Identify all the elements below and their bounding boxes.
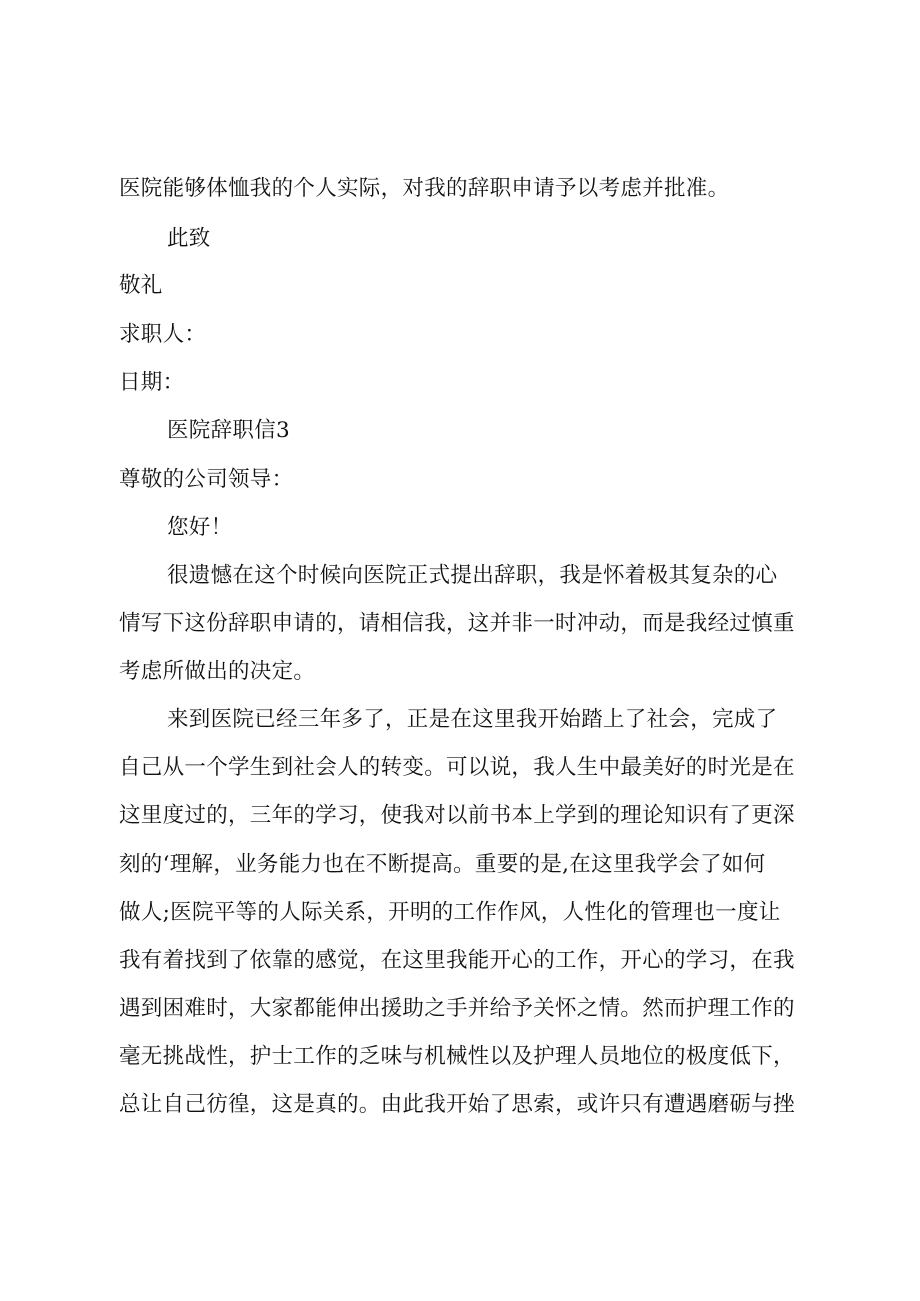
paragraph-1-line-3: 考虑所做出的决定。 xyxy=(119,659,316,684)
applicant-label: 求职人： xyxy=(119,322,207,347)
paragraph-2-line-2: 自己从一个学生到社会人的转变。可以说，我人生中最美好的时光是在 xyxy=(119,755,795,780)
paragraph-2-line-9: 总让自己彷徨，这是真的。由此我开始了思索，或许只有遭遇磨砺与挫 xyxy=(119,1092,795,1117)
paragraph-2-line-4: 刻的‘理解，业务能力也在不断提高。重要的是,在这里我学会了如何 xyxy=(119,852,766,877)
paragraph-1-line-1: 很遗憾在这个时候向医院正式提出辞职，我是怀着极其复杂的心 xyxy=(167,563,778,588)
paragraph-2-line-1: 来到医院已经三年多了，正是在这里我开始踏上了社会，完成了 xyxy=(167,707,778,732)
date-label: 日期： xyxy=(119,370,185,395)
paragraph-2-line-6: 我有着找到了依靠的感觉，在这里我能开心的工作，开心的学习，在我 xyxy=(119,948,795,973)
closing-regards: 敬礼 xyxy=(119,273,163,298)
letter-title: 医院辞职信3 xyxy=(167,418,290,443)
paragraph-2-line-7: 遇到困难时，大家都能伸出援助之手并给予关怀之情。然而护理工作的 xyxy=(119,996,795,1021)
body-line-1: 医院能够体恤我的个人实际，对我的辞职申请予以考虑并批准。 xyxy=(119,176,730,201)
paragraph-2-line-5: 做人;医院平等的人际关系，开明的工作作风，人性化的管理也一度让 xyxy=(119,900,781,925)
closing-salutation: 此致 xyxy=(167,226,211,251)
paragraph-1-line-2: 情写下这份辞职申请的，请相信我，这并非一时冲动，而是我经过慎重 xyxy=(119,611,795,636)
letter-greeting: 您好！ xyxy=(167,515,233,540)
letter-greeting-recipient: 尊敬的公司领导： xyxy=(119,467,294,492)
paragraph-2-line-8: 毫无挑战性，护士工作的乏味与机械性以及护理人员地位的极度低下， xyxy=(119,1044,795,1069)
paragraph-2-line-3: 这里度过的，三年的学习，使我对以前书本上学到的理论知识有了更深 xyxy=(119,803,795,828)
